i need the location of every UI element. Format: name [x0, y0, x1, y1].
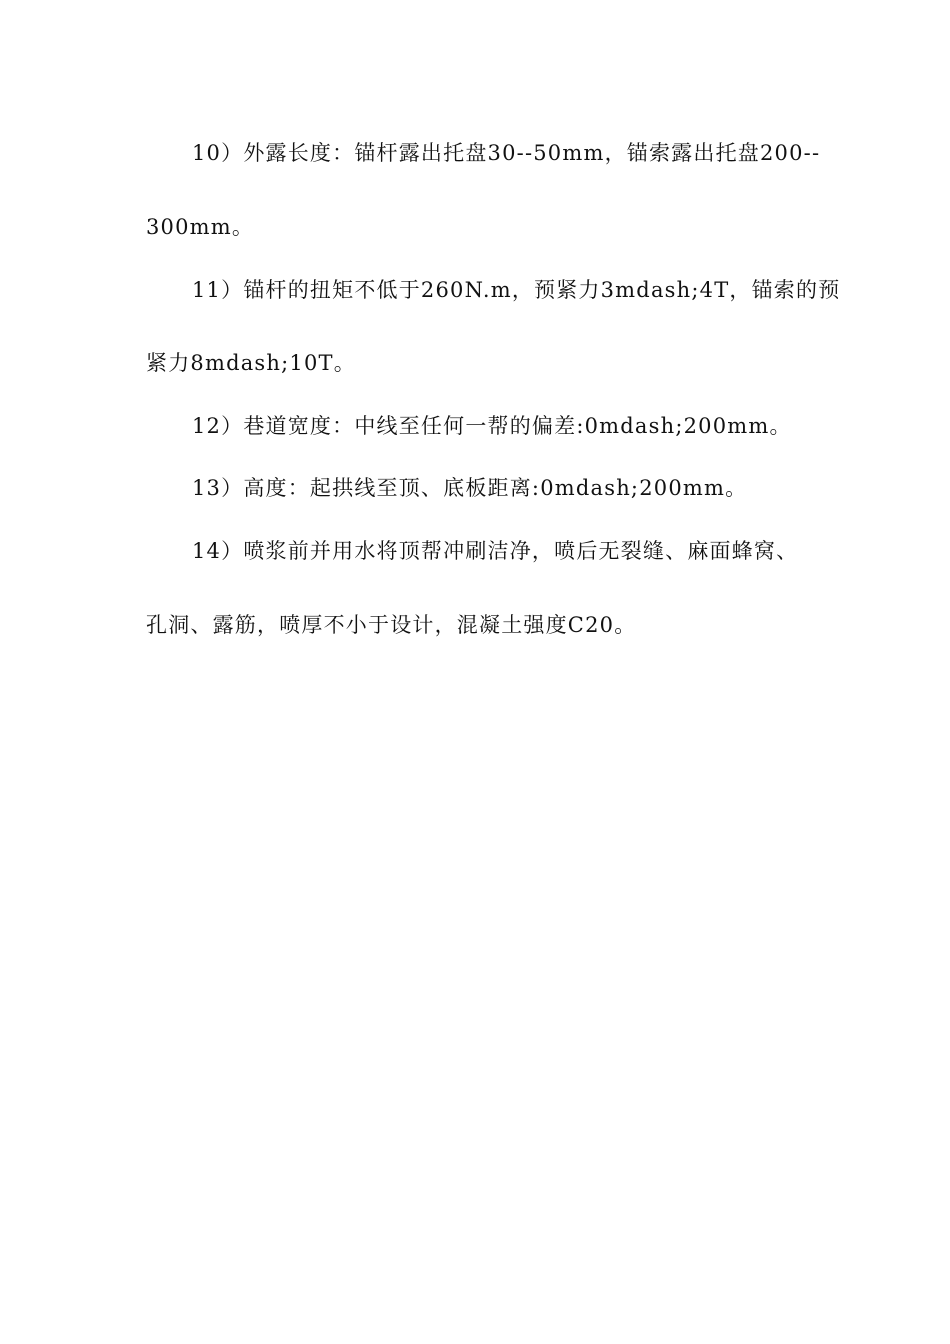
paragraph-14-line-2: 孔洞、露筋，喷厚不小于设计，混凝土强度C20。 — [146, 613, 637, 637]
paragraph-10-line-1: 10）外露长度：锚杆露出托盘30--50mm，锚索露出托盘200-- — [192, 141, 821, 165]
paragraph-11-line-1: 11）锚杆的扭矩不低于260N.m，预紧力3mdash;4T，锚索的预 — [192, 278, 841, 302]
paragraph-11-line-2: 紧力8mdash;10T。 — [146, 351, 356, 375]
paragraph-13: 13）高度：起拱线至顶、底板距离:0mdash;200mm。 — [192, 476, 748, 500]
paragraph-14-line-1: 14）喷浆前并用水将顶帮冲刷洁净，喷后无裂缝、麻面蜂窝、 — [192, 539, 799, 563]
paragraph-10-line-2: 300mm。 — [146, 215, 255, 239]
paragraph-12: 12）巷道宽度：中线至任何一帮的偏差:0mdash;200mm。 — [192, 414, 792, 438]
